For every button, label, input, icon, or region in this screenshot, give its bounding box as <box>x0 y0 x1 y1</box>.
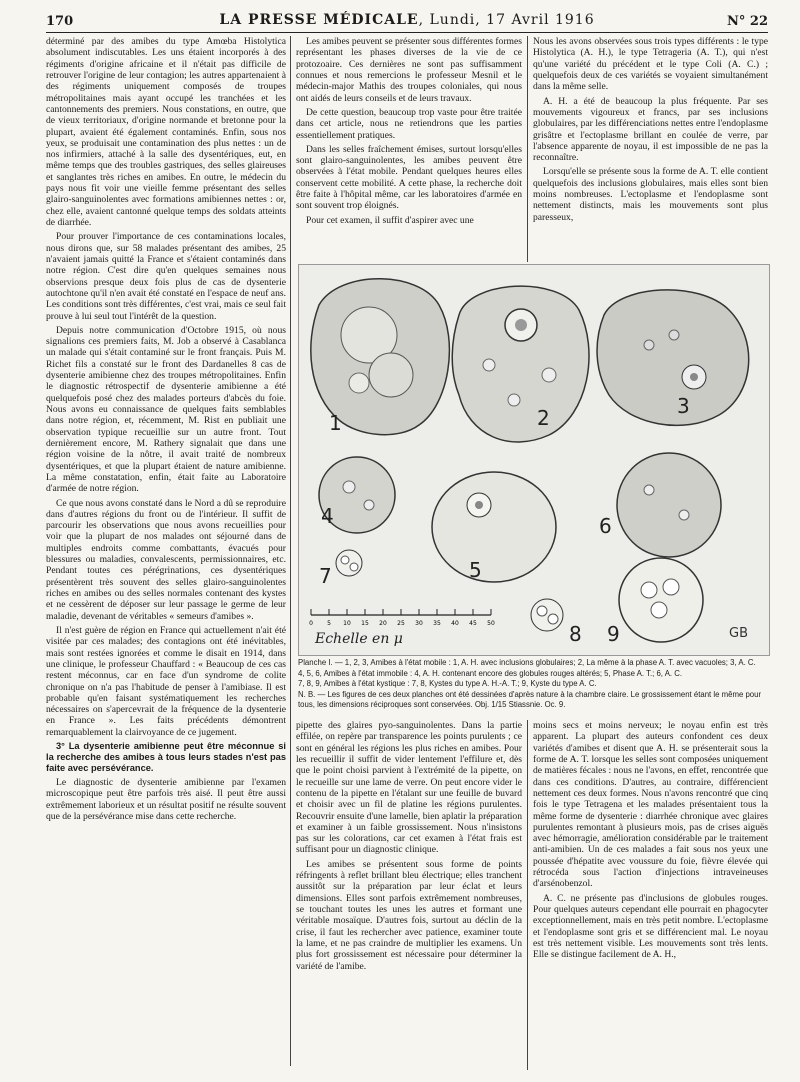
paragraph: moins secs et moins nerveux; le noyau enfin est très apparent. La plupart des auteurs confondent ces deux variétés d'amibes et disent que A. H. se présenterait sous la forme de A. T. lorsque les selles sont composées uniquement de matières fécales : nous ne l'avons, en effet, rencontrée que dans ces conditions. D'autres, au contraire, différencient nettement ces deux formes. Nous n'avons rencontré que cinq fois le type Tetragena et les malades présentaient tous la même forme de dysenterie : diarrhée chronique avec glaires purulentes remontant à plusieurs mois, pas de crises aiguës avec hémorragie, amélioration considérable par le traitement anti-amibien. Un de ces malades a fait sous nos yeux une poussée d'hépatite avec voussure du foie, fièvre élevée qui rétrocéda sous l'action d'injections intraveineuses d'arsénobenzol. <box>533 720 768 890</box>
scale-bar <box>309 609 495 647</box>
journal-title <box>46 12 768 28</box>
amoeba-figure-2 <box>452 286 589 442</box>
scale-tick-label: 25 <box>397 620 405 627</box>
scale-label: Echelle en μ <box>315 631 403 647</box>
caption-line: 4, 5, 6, Amibes à l'état immobile : 4, A. H. contenant encore des globules rouges altérés; 5, Phase A. T.; 6, A. C. <box>298 668 683 678</box>
amoeba-cyst-figure-7 <box>319 550 362 588</box>
paragraph: Il n'est guère de région en France qui actuellement n'ait été visitée par ces malades; des contagions ont été inévitables, mais sont restées ignorées et comme le disait en 1914, dans une clinique, le professeur Chauffard : « Beaucoup de ces cas restent méconnus, car en face d'un syndrome de colite chronique on n'a pas l'habitude de penser à l'amibiase. Il est probable qu'en faisant systématiquement les recherches nécessaires on s'apercevrait de la fréquence de la dysenterie en France ». Les faits précédents démontrent remarquablement la clairvoyance de ce jugement. <box>46 624 286 738</box>
scale-tick-label: 15 <box>361 620 369 627</box>
paragraph: De cette question, beaucoup trop vaste pour être traitée dans cet article, nous ne retiendrons que les parties essentiellement pratiques. <box>296 106 522 141</box>
scale-tick-label: 35 <box>433 620 441 627</box>
paragraph: Depuis notre communication d'Octobre 1915, où nous signalions ces premiers faits, M. Job a observé à Casablanca un malade qui s'était contaminé sur le front français. Puis M. Richet fils a constaté sur le front des Dardanelles 8 cas de dysenterie amibienne chez des troupes métropolitaines. Enfin le diagnostic rétrospectif de dysenterie amibienne a été quelquefois posé chez des malades porteurs d'abcès du foie. Nous avons eu connaissance de quelques faits semblables dans notre région, et, récemment, M. Rist en publiait une observation typique recueillie sur un autre front. Tout dernièrement encore, M. Rathery signalait que dans une région voisine de la nôtre, il avait traité de nombreux dysentériques, et que la plupart étaient de nature amibienne. La même constatation, enfin, était faite au Laboratoire d'armée de notre région. <box>46 324 286 495</box>
issue-date: , Lundi, 17 Avril 1916 <box>418 12 595 28</box>
paragraph: Dans les selles fraîchement émises, surtout lorsqu'elles sont glairo-sanguinolentes, les amibes peuvent être observées à l'état mobile. Pendant quelques heures elles conservent cette mobilité. A cette phase, la recherche doit être faite à l'hôpital même, car les laboratoires d'armée en sont souvent trop éloignés. <box>296 143 522 212</box>
figure-label-2: 2 <box>537 406 550 430</box>
amoeba-figure-4 <box>319 457 395 533</box>
paragraph: Nous les avons observées sous trois types différents : le type Histolytica (A. H.), le type Tetrageria (A. T.), qui n'est qu'une variété du précédent et le type Coli (A. C.) ; quelquefois deux de ces variétés se voyaient simultanément dans la même selle. <box>533 36 768 93</box>
scale-tick-label: 5 <box>327 620 331 627</box>
scale-tick-label: 30 <box>415 620 423 627</box>
scale-tick-group <box>309 609 495 627</box>
paragraph: Pour prouver l'importance de ces contaminations locales, nous dirons que, sur 58 malades présentant des amibes, 25 n'avaient jamais quitté la France et s'étaient contaminés dans notre région. C'est dire qu'en quelques semaines nous observions presque deux fois plus de cas de dysenterie autochtone qu'il n'en avait été constaté en l'espace de neuf ans. Les conditions sont très différentes, c'est vrai, mais ce seul fait prouve à lui seul tout l'intérêt de la question. <box>46 231 286 322</box>
paragraph: Lorsqu'elle se présente sous la forme de A. T. elle contient quelquefois des inclusions globulaires, mais elles sont bien moins nombreuses. L'ectoplasme et l'endoplasme sont nettement distincts, mais les mouvements sont plus paresseux, <box>533 166 768 223</box>
scale-tick-label: 20 <box>379 620 387 627</box>
figure-label-3: 3 <box>677 394 690 418</box>
scale-tick-label: 45 <box>469 620 477 627</box>
section-heading: 3° La dysenterie amibienne peut être méconnue si la recherche des amibes à tous leurs stades n'est pas faite avec persévérance. <box>46 741 286 773</box>
plate-drawing <box>299 265 769 655</box>
figure-label-5: 5 <box>469 558 482 582</box>
column-2 <box>296 36 522 262</box>
caption-note: N. B. — Les figures de ces deux planches ont été dessinées d'après nature à la chambre claire. Le grossissement étant le même pour tous, les dimensions réciproques sont conservées. Obj. 1/15 Stiassnie. Oc. 9. <box>298 690 762 709</box>
paragraph: déterminé par des amibes du type Amœba Histolytica absolument indiscutables. Les uns étaient incorporés à des régiments d'origine africaine et il n'était pas difficile de retrouver l'origine de leur contagion; les autres appartenaient à des régiments uniquement composés de troupes métropolitaines mais ayant occupé les tranchées et les cantonnements des premiers. Nous constations, en outre, que de vieux territoriaux, d'origine normande et bretonne pour la plupart, avaient été également contaminés. Enfin, sous nos yeux, se produisait une contamination des plus nettes : un de nos infirmiers, attaché à la salle des dysentériques, eut, en même temps que des troubles gastriques, des selles glaireuses et sanglantes très riches en amibes. En outre, le médecin du pays nous fit voir une vieille femme présentant des selles glairo-sanguinolentes avec formations amibiennes nettes : or, chez elle, avaient cantonné quelque temps des soldats atteints de diarrhée. <box>46 36 286 228</box>
journal-name: LA PRESSE MÉDICALE <box>219 12 419 28</box>
figure-label-6: 6 <box>599 514 612 538</box>
paragraph: Ce que nous avons constaté dans le Nord a dû se reproduire dans d'autres régions du front ou de l'intérieur. Il suffit de parcourir les observations que nous avons recueillies pour voir que la plupart de nos malades ont séjourné dans de multiples endroits comme combattants, évacués pour blessures ou maladies, convalescents, permissionnaires, etc. Pendant toutes ces pérégrinations, ces dysentériques présentèrent très souvent des selles glairo-sanguinolentes riches en amibes ou des selles normales contenant des kystes et ne cessèrent de déposer sur leur passage le germe de leur maladie, devenant de véritables « semeurs d'amibes ». <box>46 497 286 622</box>
amoeba-figure-1 <box>311 279 450 435</box>
column-rule <box>527 720 528 1070</box>
amoeba-plate-figure <box>298 264 770 656</box>
caption-line: Planche I. — 1, 2, 3, Amibes à l'état mobile : 1, A. H. avec inclusions globulaires; 2, La même à la phase A. T. avec vacuoles; 3, A. C. <box>298 658 756 667</box>
scale-tick-label: 0 <box>309 620 313 627</box>
paragraph: A. C. ne présente pas d'inclusions de globules rouges. Pour quelques auteurs cependant elle pourrait en phagocyter exceptionnellement, mais en très petit nombre. L'ectoplasme et l'endoplasme sont gris et se différencient mal. Le noyau est très nettement visible. Les mouvements sont très lents. Elle se distingue facilement de A. H., <box>533 892 768 961</box>
paragraph: pipette des glaires pyo-sanguinolentes. Dans la partie effilée, on repère par transparence les points purulents ; ce sont en général les régions les plus riches en amibes. Pour les recueillir il suffit de vider lentement l'effilure et, dès que le point choisi parvient à l'extrémité de la pipette, on le recueille sur une lame de verre. On peut encore vider le contenu de la pipette en l'étalant sur une feuille de buvard et choisir avec un fil de platine les régions purulentes. Recouvrir ensuite d'une lamelle, bien aplatir la préparation et examiner à un faible grossissement. Nous n'insistons pas sur les colorations, car cet examen à l'état frais est suffisant pour un diagnostic clinique. <box>296 720 522 856</box>
column-1 <box>46 36 286 1066</box>
page-number: 170 <box>46 14 74 29</box>
column-rule <box>527 36 528 262</box>
column-rule <box>290 36 291 1066</box>
amoeba-cyst-figure-8 <box>531 599 582 646</box>
column-5 <box>533 720 768 1070</box>
amoeba-figure-5 <box>432 472 556 582</box>
scale-tick-label: 50 <box>487 620 495 627</box>
figure-label-4: 4 <box>321 504 334 528</box>
plate-caption <box>298 658 768 714</box>
paragraph: Pour cet examen, il suffit d'aspirer avec une <box>306 214 474 226</box>
caption-line: 7, 8, 9, Amibes à l'état kystique : 7, 8, Kystes du type A. H.-A. T.; 9, Kyste du type A. C. <box>298 679 597 689</box>
scale-tick-label: 10 <box>343 620 351 627</box>
column-3 <box>533 36 768 262</box>
amoeba-cyst-figure-9 <box>607 558 703 646</box>
paragraph: Les amibes se présentent sous forme de points réfringents à reflet brillant bleu électrique; elles tranchent aussitôt sur la préparation par leur éclat et leurs dimensions. Elles sont parfois extrêmement nombreuses, se touchant toutes les unes les autres et formant une véritable mosaïque. D'autres fois, surtout au déclin de la crise, il faut les rechercher avec patience, examiner toute la lame, et ne pas craindre de multiplier les examens. Un plus fort grossissement est nécessaire pour déterminer la variété de l'amibe. <box>296 858 522 972</box>
column-4 <box>296 720 522 1070</box>
scale-tick-label: 40 <box>451 620 459 627</box>
running-header <box>46 10 768 33</box>
figure-label-1: 1 <box>329 411 342 435</box>
artist-monogram: GB <box>729 626 748 641</box>
figure-label-7: 7 <box>319 564 332 588</box>
paragraph: Les amibes peuvent se présenter sous différentes formes représentant les phases diverses de la vie de ce protozoaire. Ces dernières ne sont pas suffisamment connues et nous remercions le professeur Mesnil et le médecin-major Mathis des troupes coloniales, qui nous ont aidés de leurs conseils et de leurs travaux. <box>296 36 522 104</box>
paragraph: Le diagnostic de dysenterie amibienne par l'examen microscopique peut être parfois très aisé. Il peut être aussi extrêmement laborieux et un résultat positif ne résulte souvent que de la persévérance mise dans cette recherche. <box>46 776 286 822</box>
figure-label-8: 8 <box>569 622 582 646</box>
paragraph: A. H. a été de beaucoup la plus fréquente. Par ses mouvements vigoureux et francs, par ses inclusions globulaires, par les différenciations nettes entre l'endoplasme grisâtre et l'ectoplasme brillant en coulée de verre, par l'absence apparente de noyau, il est impossible de ne pas la reconnaître. <box>533 95 768 164</box>
figure-label-9: 9 <box>607 622 620 646</box>
issue-number: N° 22 <box>727 14 768 29</box>
amoeba-figure-6 <box>599 453 721 557</box>
amoeba-figure-3 <box>597 290 749 426</box>
